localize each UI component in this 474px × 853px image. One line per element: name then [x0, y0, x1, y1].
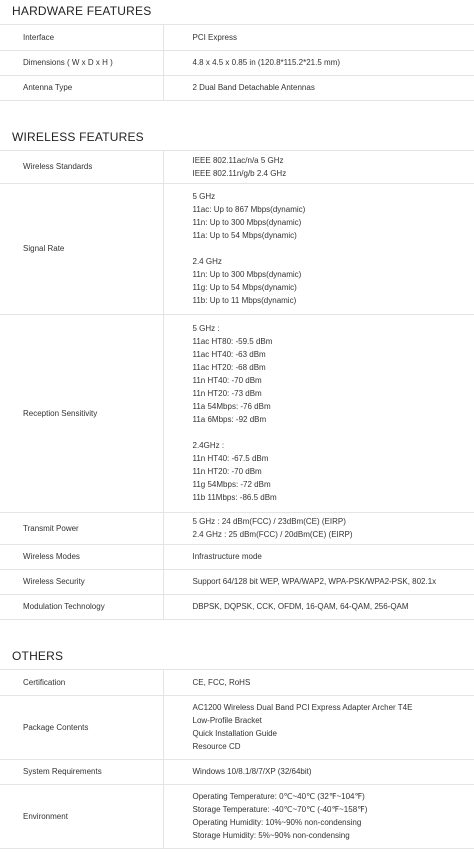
spec-row: [0, 784, 474, 848]
spec-row: [0, 512, 474, 544]
section-others: [0, 645, 474, 849]
section-hardware-features: [0, 0, 474, 101]
spec-row: [0, 25, 474, 50]
spec-value: 5 GHz 11ac: Up to 867 Mbps(dynamic) 11n: Up to 300 Mbps(dynamic) 11a: Up to 54 Mbps(dynamic) 2.4 GHz 11n: Up to 300 Mbps(dynamic) 11g: Up to 54 Mbps(dynamic) 11b: Up to 11 Mbps(dynamic): [163, 183, 474, 314]
spec-value: IEEE 802.11ac/n/a 5 GHz IEEE 802.11n/g/b 2.4 GHz: [163, 151, 474, 183]
spec-value: Windows 10/8.1/8/7/XP (32/64bit): [163, 759, 474, 784]
spec-row: [0, 569, 474, 594]
section-title: OTHERS: [0, 645, 474, 670]
spec-label: Certification: [0, 670, 163, 695]
spec-table: [0, 151, 474, 620]
spec-row: [0, 594, 474, 619]
spec-value: Operating Temperature: 0℃~40℃ (32℉~104℉) Storage Temperature: -40℃~70℃ (-40℉~158℉) Operating Humidity: 10%~90% non-condensing Storage Humidity: 5%~90% non-condensing: [163, 784, 474, 848]
spec-value: DBPSK, DQPSK, CCK, OFDM, 16-QAM, 64-QAM, 256-QAM: [163, 594, 474, 619]
section-title: HARDWARE FEATURES: [0, 0, 474, 25]
spec-row: [0, 314, 474, 512]
section-wireless-features: [0, 126, 474, 620]
spec-row: [0, 50, 474, 75]
spec-value: Infrastructure mode: [163, 544, 474, 569]
spec-value: 4.8 x 4.5 x 0.85 in (120.8*115.2*21.5 mm): [163, 50, 474, 75]
spec-label: Signal Rate: [0, 183, 163, 314]
spec-label: Antenna Type: [0, 75, 163, 100]
spec-label: Package Contents: [0, 695, 163, 759]
spec-row: [0, 695, 474, 759]
spec-value: 5 GHz : 24 dBm(FCC) / 23dBm(CE) (EIRP) 2.4 GHz : 25 dBm(FCC) / 20dBm(CE) (EIRP): [163, 512, 474, 544]
section-title: WIRELESS FEATURES: [0, 126, 474, 151]
spec-row: [0, 75, 474, 100]
spec-value: Support 64/128 bit WEP, WPA/WAP2, WPA-PSK/WPA2-PSK, 802.1x: [163, 569, 474, 594]
spec-value: 2 Dual Band Detachable Antennas: [163, 75, 474, 100]
spec-value: CE, FCC, RoHS: [163, 670, 474, 695]
spec-row: [0, 151, 474, 183]
spec-label: Modulation Technology: [0, 594, 163, 619]
spec-row: [0, 544, 474, 569]
spec-label: Reception Sensitivity: [0, 314, 163, 512]
spec-row: [0, 670, 474, 695]
spec-label: Wireless Modes: [0, 544, 163, 569]
spec-label: Dimensions ( W x D x H ): [0, 50, 163, 75]
spec-table: [0, 670, 474, 849]
spec-label: Environment: [0, 784, 163, 848]
spec-value: 5 GHz : 11ac HT80: -59.5 dBm 11ac HT40: -63 dBm 11ac HT20: -68 dBm 11n HT40: -70 dBm 11n HT20: -73 dBm 11a 54Mbps: -76 dBm 11a 6Mbps: -92 dBm 2.4GHz : 11n HT40: -67.5 dBm 11n HT20: -70 dBm 11g 54Mbps: -72 dBm 11b 11Mbps: -86.5 dBm: [163, 314, 474, 512]
spec-label: Wireless Security: [0, 569, 163, 594]
spec-value: AC1200 Wireless Dual Band PCI Express Adapter Archer T4E Low-Profile Bracket Quick Installation Guide Resource CD: [163, 695, 474, 759]
spec-label: Wireless Standards: [0, 151, 163, 183]
spec-label: Transmit Power: [0, 512, 163, 544]
spec-value: PCI Express: [163, 25, 474, 50]
spec-row: [0, 759, 474, 784]
spec-label: System Requirements: [0, 759, 163, 784]
spec-table: [0, 25, 474, 101]
spec-row: [0, 183, 474, 314]
spec-label: Interface: [0, 25, 163, 50]
